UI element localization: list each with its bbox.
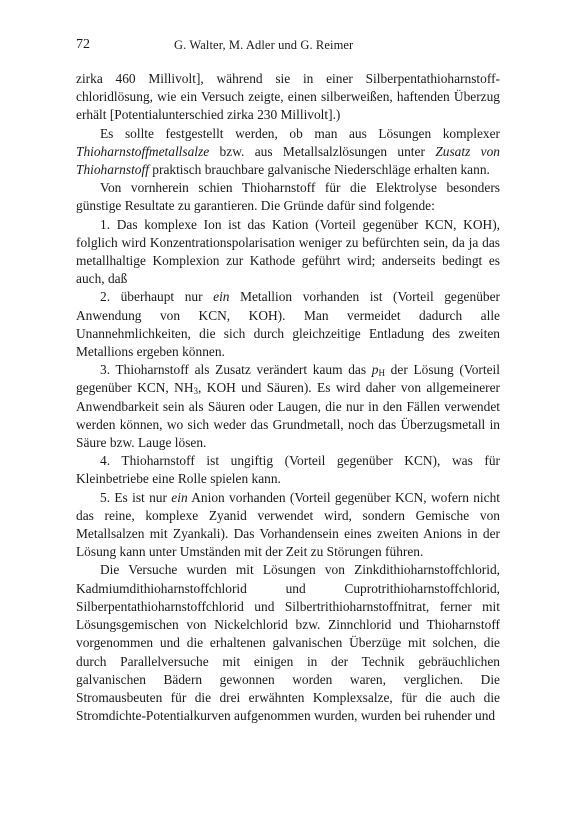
list-item-1: 1. Das komplexe Ion ist das Kation (Vorteil gegenüber KCN, KOH), folglich wird Konzentrationspolarisation weniger zu befürchten sein, da ja das metallhaltige Komplexion zur Kathode geführt wird; anderseits bedingt es auch, daß — [76, 216, 500, 287]
paragraph-2-part-a: Es sollte festgestellt werden, ob man aus Lösungen komplexer — [100, 125, 500, 141]
list-item-3 — [76, 361, 500, 452]
paragraph-2 — [76, 125, 500, 180]
nh3-subscript: 3 — [193, 386, 199, 397]
list-item-2-emphasis: ein — [213, 289, 230, 305]
paragraph-experiments: Die Versuche wurden mit Lösungen von Zinkdithioharnstoffchlorid, Kadmiumdithioharnstoffchlorid und Cuprotrithioharnstoffchlorid, Silberpentathioharnstoffchlorid und Silbertrithioharnstoffnitrat, ferner mit Lösungsgemischen von Nickelchlorid bzw. Zinnchlorid und Thioharnstoff vorgenommen und die erhaltenen galvanischen Überzüge mit solchen, die durch Parallelversuche mit einigen in der Technik gebräuchlichen galvanischen Bädern gewonnen worden waren, verglichen. Die Stromausbeuten für die drei erwähnten Komplexsalze, für die auch die Stromdichte-Potentialkurven aufgenommen wurden, wurden bei ruhender und — [76, 562, 500, 724]
list-item-2 — [76, 288, 500, 361]
paragraph-2-part-c: bzw. aus Metallsalzlösungen unter — [209, 143, 436, 159]
list-item-3-part-b: der Lösung (Vorteil gegenüber KCN, NH — [76, 362, 500, 396]
paragraph-1: zirka 460 Millivolt], während sie in einer Silberpentathioharnstoffchloridlösung, wie ein Versuch zeigte, einen silberweißen, haftenden Überzug erhält [Potentialunterschied zirka 230 Millivolt].) — [76, 71, 500, 123]
page-number: 72 — [76, 37, 90, 52]
header-authors: G. Walter, M. Adler und G. Reimer — [174, 38, 354, 52]
paragraph-2-emphasis-1: Thioharnstoffmetallsalze — [76, 143, 210, 159]
body-text — [76, 70, 500, 725]
list-item-3-part-c: , KOH und Säuren). Es wird daher von allgemeinerer Anwendbarkeit sein als Säuren oder Laugen, die nur in den Fällen verwendet werden können, wo sich weder das Grundmetall, noch das Überzugsmetall in Säure bzw. Lauge lösen. — [76, 380, 501, 451]
list-item-5-part-c: Anion vorhanden (Vorteil gegenüber KCN, wofern nicht das reine, komplexe Zyanid verwendet wird, sondern Gemische von Metallsalzen mit Zyankali). Das Vorhandensein eines zweiten Anions in der Lösung kann unter Umständen mit der Zeit zu Störungen führen. — [76, 489, 500, 560]
paragraph-2-part-e: praktisch brauchbare galvanische Niederschläge erhalten kann. — [148, 162, 490, 178]
ph-symbol: p — [371, 362, 379, 378]
list-item-2-part-c: Metallion vorhanden ist (Vorteil gegenüber Anwendung von KCN, KOH). Man vermeidet dadurch alle Unannehmlichkeiten, die sich durch gleichzeitige Entladung des zweiten Metallions ergeben können. — [76, 289, 500, 360]
ph-subscript: H — [378, 368, 385, 379]
list-item-5-part-a: 5. Es ist nur — [100, 489, 172, 505]
list-item-2-part-a: 2. überhaupt nur — [100, 289, 214, 305]
paragraph-3: Von vornherein schien Thioharnstoff für die Elektrolyse besonders günstige Resultate zu garantieren. Die Gründe dafür sind folgende: — [76, 180, 500, 214]
list-item-5 — [76, 489, 500, 562]
list-item-5-emphasis: ein — [171, 489, 188, 505]
list-item-4: 4. Thioharnstoff ist ungiftig (Vorteil gegenüber KCN), was für Kleinbetriebe eine Rolle spielen kann. — [76, 453, 500, 487]
paragraph-2-emphasis-2: Zusatz von Thioharnstoff — [76, 143, 500, 178]
running-header — [76, 37, 500, 57]
list-item-3-part-a: 3. Thioharnstoff als Zusatz verändert kaum das — [100, 362, 372, 378]
